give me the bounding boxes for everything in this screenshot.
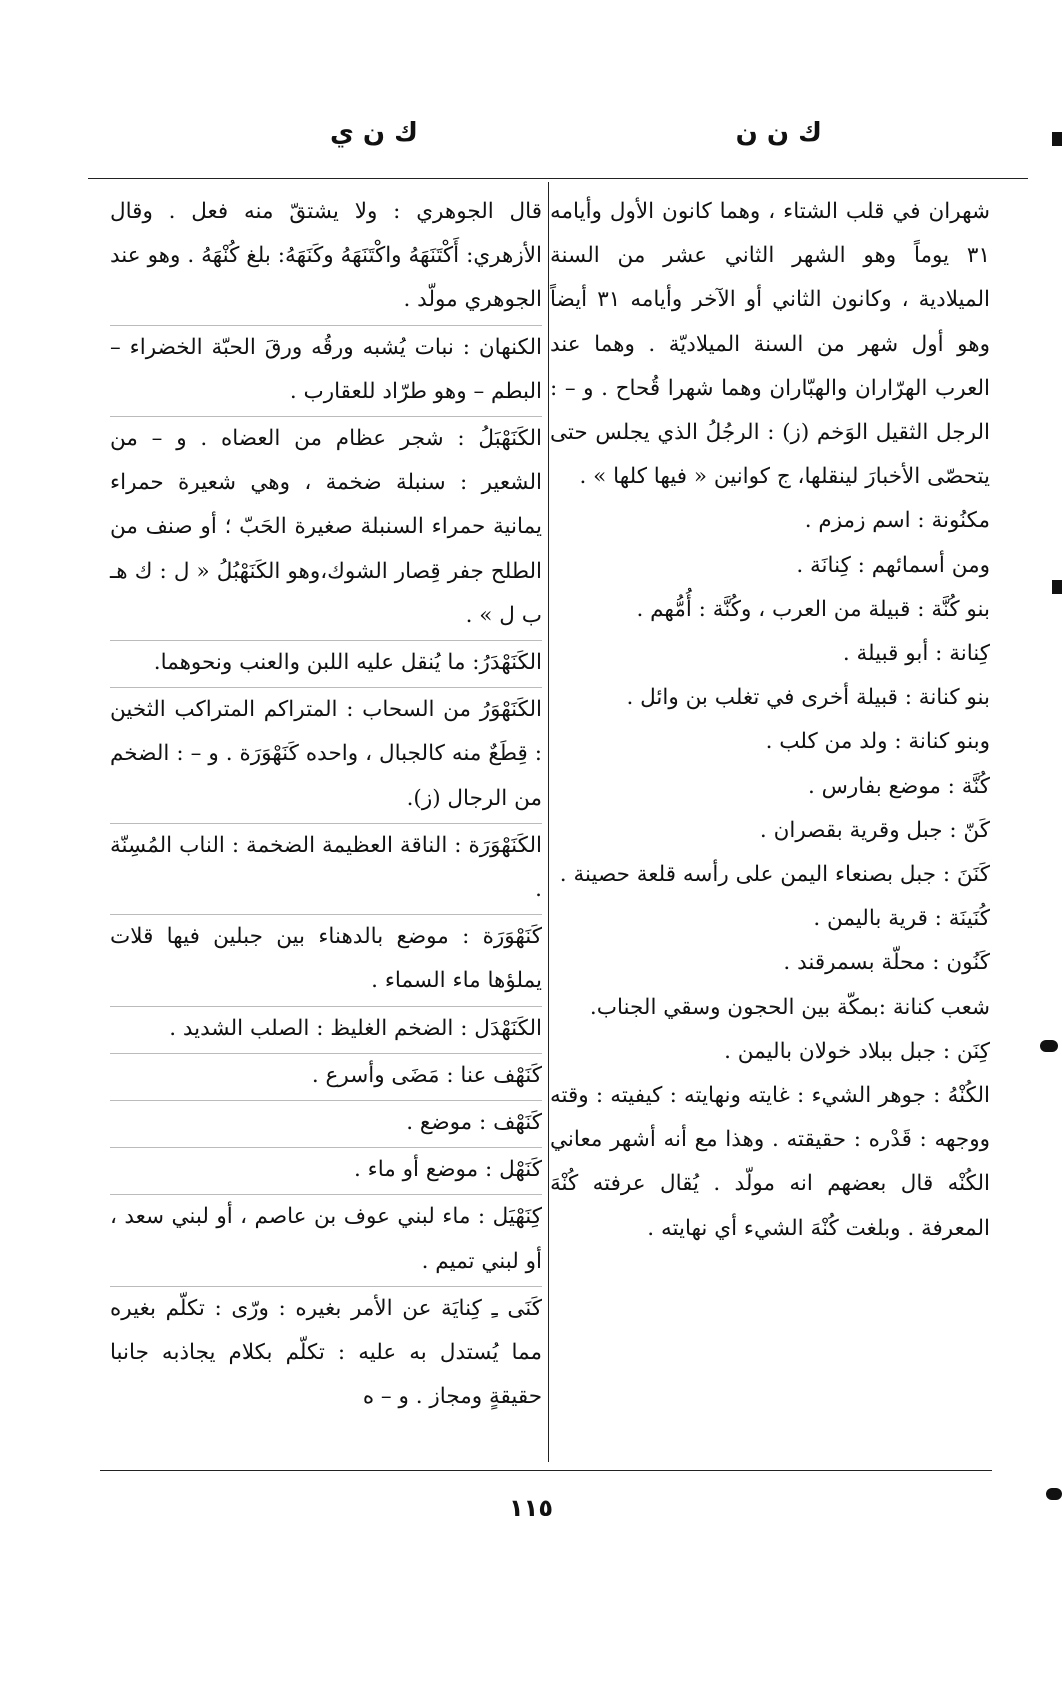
entry: ومن أسمائهم : كِنانَة . <box>796 552 990 578</box>
entry: الكَنَهْدَرُ: ما يُنقل عليه اللبن والعنب ونحوهما. <box>110 640 542 685</box>
margin-mark <box>1052 580 1062 594</box>
entry: كِنانة : أبو قبيلة . <box>842 641 990 667</box>
entry: شعب كنانة :بمكّة بين الحجون وسقي الجناب. <box>589 994 990 1020</box>
right-column <box>550 190 990 1251</box>
entry: كَنَى ـِ كِنايَة عن الأمر بغيره : ورّى : تكلّم بغيره مما يُستدل به عليه : تكلّم بكلام يجاذبه جانبا حقيقةٍ ومجاز . و – ه <box>110 1286 542 1420</box>
entry: كَنَهْل : موضع أو ماء . <box>110 1147 542 1192</box>
entry: كَنَنَ : جبل بصنعاء اليمن على رأسه قلعة حصينة . <box>559 862 990 888</box>
entry: الكَنَهْدَل : الضخم الغليظ : الصلب الشديد . <box>110 1006 542 1051</box>
entry: قال الجوهري : ولا يشتقّ منه فعل . وقال الأزهري: أَكْتَنَهَهُ واكْتَنَهَهُ وكَنَهَهُ: بلغ كُنْهَهُ . وهو عند الجوهري مولّد . <box>110 199 542 313</box>
column-divider <box>548 182 549 1462</box>
entry: كُنَّة : موضع بفارس . <box>807 773 990 799</box>
entry: كَنُون : محلّة بسمرقند . <box>783 950 990 976</box>
entry: بنو كنانة : قبيلة أخرى في تغلب بن وائل . <box>626 685 990 711</box>
page-number: ١١٥ <box>509 1494 553 1522</box>
margin-mark <box>1052 132 1062 146</box>
entry: كِنَهْيَل : ماء لبني عوف بن عاصم ، أو لبني سعد ، أو لبني تميم . <box>110 1194 542 1283</box>
entry: بنو كُنَّة : قبيلة من العرب ، وكُنَّة : أُمُّهم . <box>636 596 990 622</box>
entry: مكنُونة : اسم زمزم . <box>804 508 990 534</box>
entry: الكَنَهْوَرُ من السحاب : المتراكم المتراكب الثخين : قِطَعٌ منه كالجبال ، واحده كَنَهْوَرَة . و – : الضخم من الرجال (ز). <box>110 687 542 821</box>
entry: كَنَهْف : موضع . <box>110 1100 542 1145</box>
entry: الكنهان : نبات يُشبه ورقُه ورقَ الحبّة الخضراء – البطم – وهو طرّاد للعقارب . <box>110 325 542 414</box>
entry: الكَنَهْوَرَة : الناقة العظيمة الضخمة : الناب المُسِنّة . <box>110 823 542 912</box>
entry: وبنو كنانة : ولد من كلب . <box>765 729 990 755</box>
entry: كَنَهْف عنا : مَضَى وأسرع . <box>110 1053 542 1098</box>
left-column <box>110 190 542 1419</box>
margin-mark <box>1040 1040 1058 1052</box>
header-rule <box>88 178 1028 179</box>
footer-rule <box>100 1470 992 1471</box>
entry: شهران في قلب الشتاء ، وهما كانون الأول وأيامه ٣١ يوماً وهو الشهر الثاني عشر من السنة الميلادية ، وكانون الثاني أو الآخر وأيامه ٣١ أيضاً وهو أول شهر من السنة الميلاديّة . وهما عند العرب الهرّاران والهبّاران وهما شهرا قُحاح . و – : الرجل الثقيل الوَخم (ز) : الرجُلُ الذي يجلس حتى يتحصّى الأخبارَ لينقلها، ج كوانين « فيها كلها » . <box>550 199 990 490</box>
entry: كُنَينَة : قرية باليمن . <box>813 906 990 932</box>
running-head-left: ك ن ي <box>330 118 418 148</box>
entry: كَنَهْوَرَة : موضع بالدهناء بين جبلين فيها قلات يملؤها ماء السماء . <box>110 914 542 1003</box>
running-head-right: ك ن ن <box>735 118 822 148</box>
entry: الكَنَهْبَلُ : شجر عظام من العضاه . و – من الشعير : سنبلة ضخمة ، وهي شعيرة حمراء يمانية حمراء السنبلة صغيرة الحَبّ ؛ أو صنف من الطلح جفر قِصار الشوك،وهو الكَنَهْبُلُ « ل : ك هـ ب ل » . <box>110 416 542 638</box>
entry: الكُنْهُ : جوهر الشيء : غايته ونهايته : كيفيته : وقته ووجهه : قَدْره : حقيقته . وهذا مع أنه أشهر معاني الكُنْه قال بعضهم انه مولّد . يُقال عرفته كُنْهَ المعرفة . وبلغت كُنْهَ الشيء أي نهايته . <box>550 1083 990 1241</box>
entry: كِنَن : جبل ببلاد خولان باليمن . <box>724 1038 990 1064</box>
entry: كَنّ : جبل وقرية بقصران . <box>759 817 990 843</box>
